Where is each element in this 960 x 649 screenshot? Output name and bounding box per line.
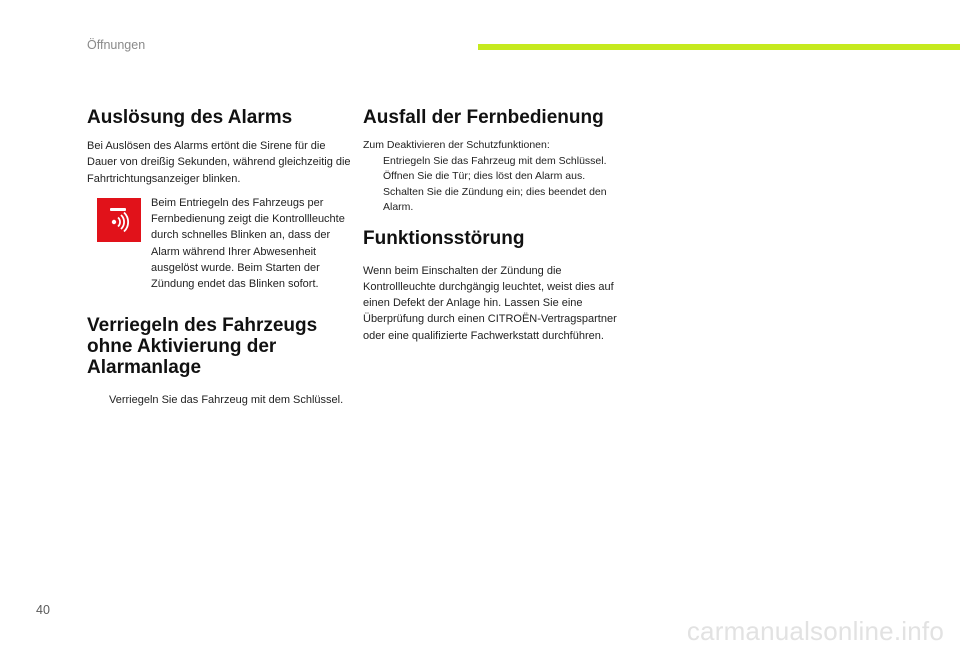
list-item-text: Verriegeln Sie das Fahrzeug mit dem Schlüssel. [109,393,344,406]
watermark: carmanualsonline.info [686,616,944,646]
malfunction-heading: Funktionsstörung [363,227,525,249]
right-column [363,106,623,344]
list-item [363,169,623,185]
bullet-arrow-icon [87,392,109,408]
bullet-arrow-icon [363,185,383,216]
alarm-paragraph: Bei Auslösen des Alarms ertönt die Sirene für die Dauer von dreißig Sekunden, während gleichzeitig die Fahrtrichtungsanzeiger blinken. [87,140,351,185]
list-item [87,392,352,408]
section-title: Öffnungen [87,38,146,52]
alarm-heading: Auslösung des Alarms [87,107,293,128]
lock-without-alarm-heading: Verriegeln des Fahrzeugs ohne Aktivierung der Alarmanlage [87,314,318,378]
page-number: 40 [36,603,50,617]
remote-failure-list [363,154,623,216]
list-item-text: Entriegeln Sie das Fahrzeug mit dem Schlüssel. [383,154,607,167]
remote-failure-heading: Ausfall der Fernbedienung [363,107,604,128]
warning-light-block [87,195,352,293]
warning-light-paragraph: Beim Entriegeln des Fahrzeugs per Fernbedienung zeigt die Kontrollleuchte durch schnelles Blinken an, dass der Alarm während Ihrer Abwesenheit ausgelöst wurde. Beim Starten der Zündung endet das Blinken sofort. [151,196,345,291]
section-accent-bar [478,44,960,50]
malfunction-paragraph: Wenn beim Einschalten der Zündung die Kontrollleuchte durchgängig leuchtet, weist dies auf einen Defekt der Anlage hin. Lassen Sie eine Überprüfung durch einen CITROËN-Vertragspartner oder eine qualifizierte Fachwerkstatt durchführen. [363,264,617,342]
alarm-indicator-icon [97,198,141,242]
lock-without-alarm-list [87,392,352,408]
list-item-text: Öffnen Sie die Tür; dies löst den Alarm aus. [383,170,586,182]
list-item [363,154,623,170]
list-item [363,185,623,216]
left-column [87,106,352,408]
bullet-arrow-icon [363,154,383,170]
bullet-arrow-icon [363,169,383,185]
list-item-text: Schalten Sie die Zündung ein; dies beendet den Alarm. [383,185,607,213]
remote-failure-intro: Zum Deaktivieren der Schutzfunktionen: [363,139,550,151]
